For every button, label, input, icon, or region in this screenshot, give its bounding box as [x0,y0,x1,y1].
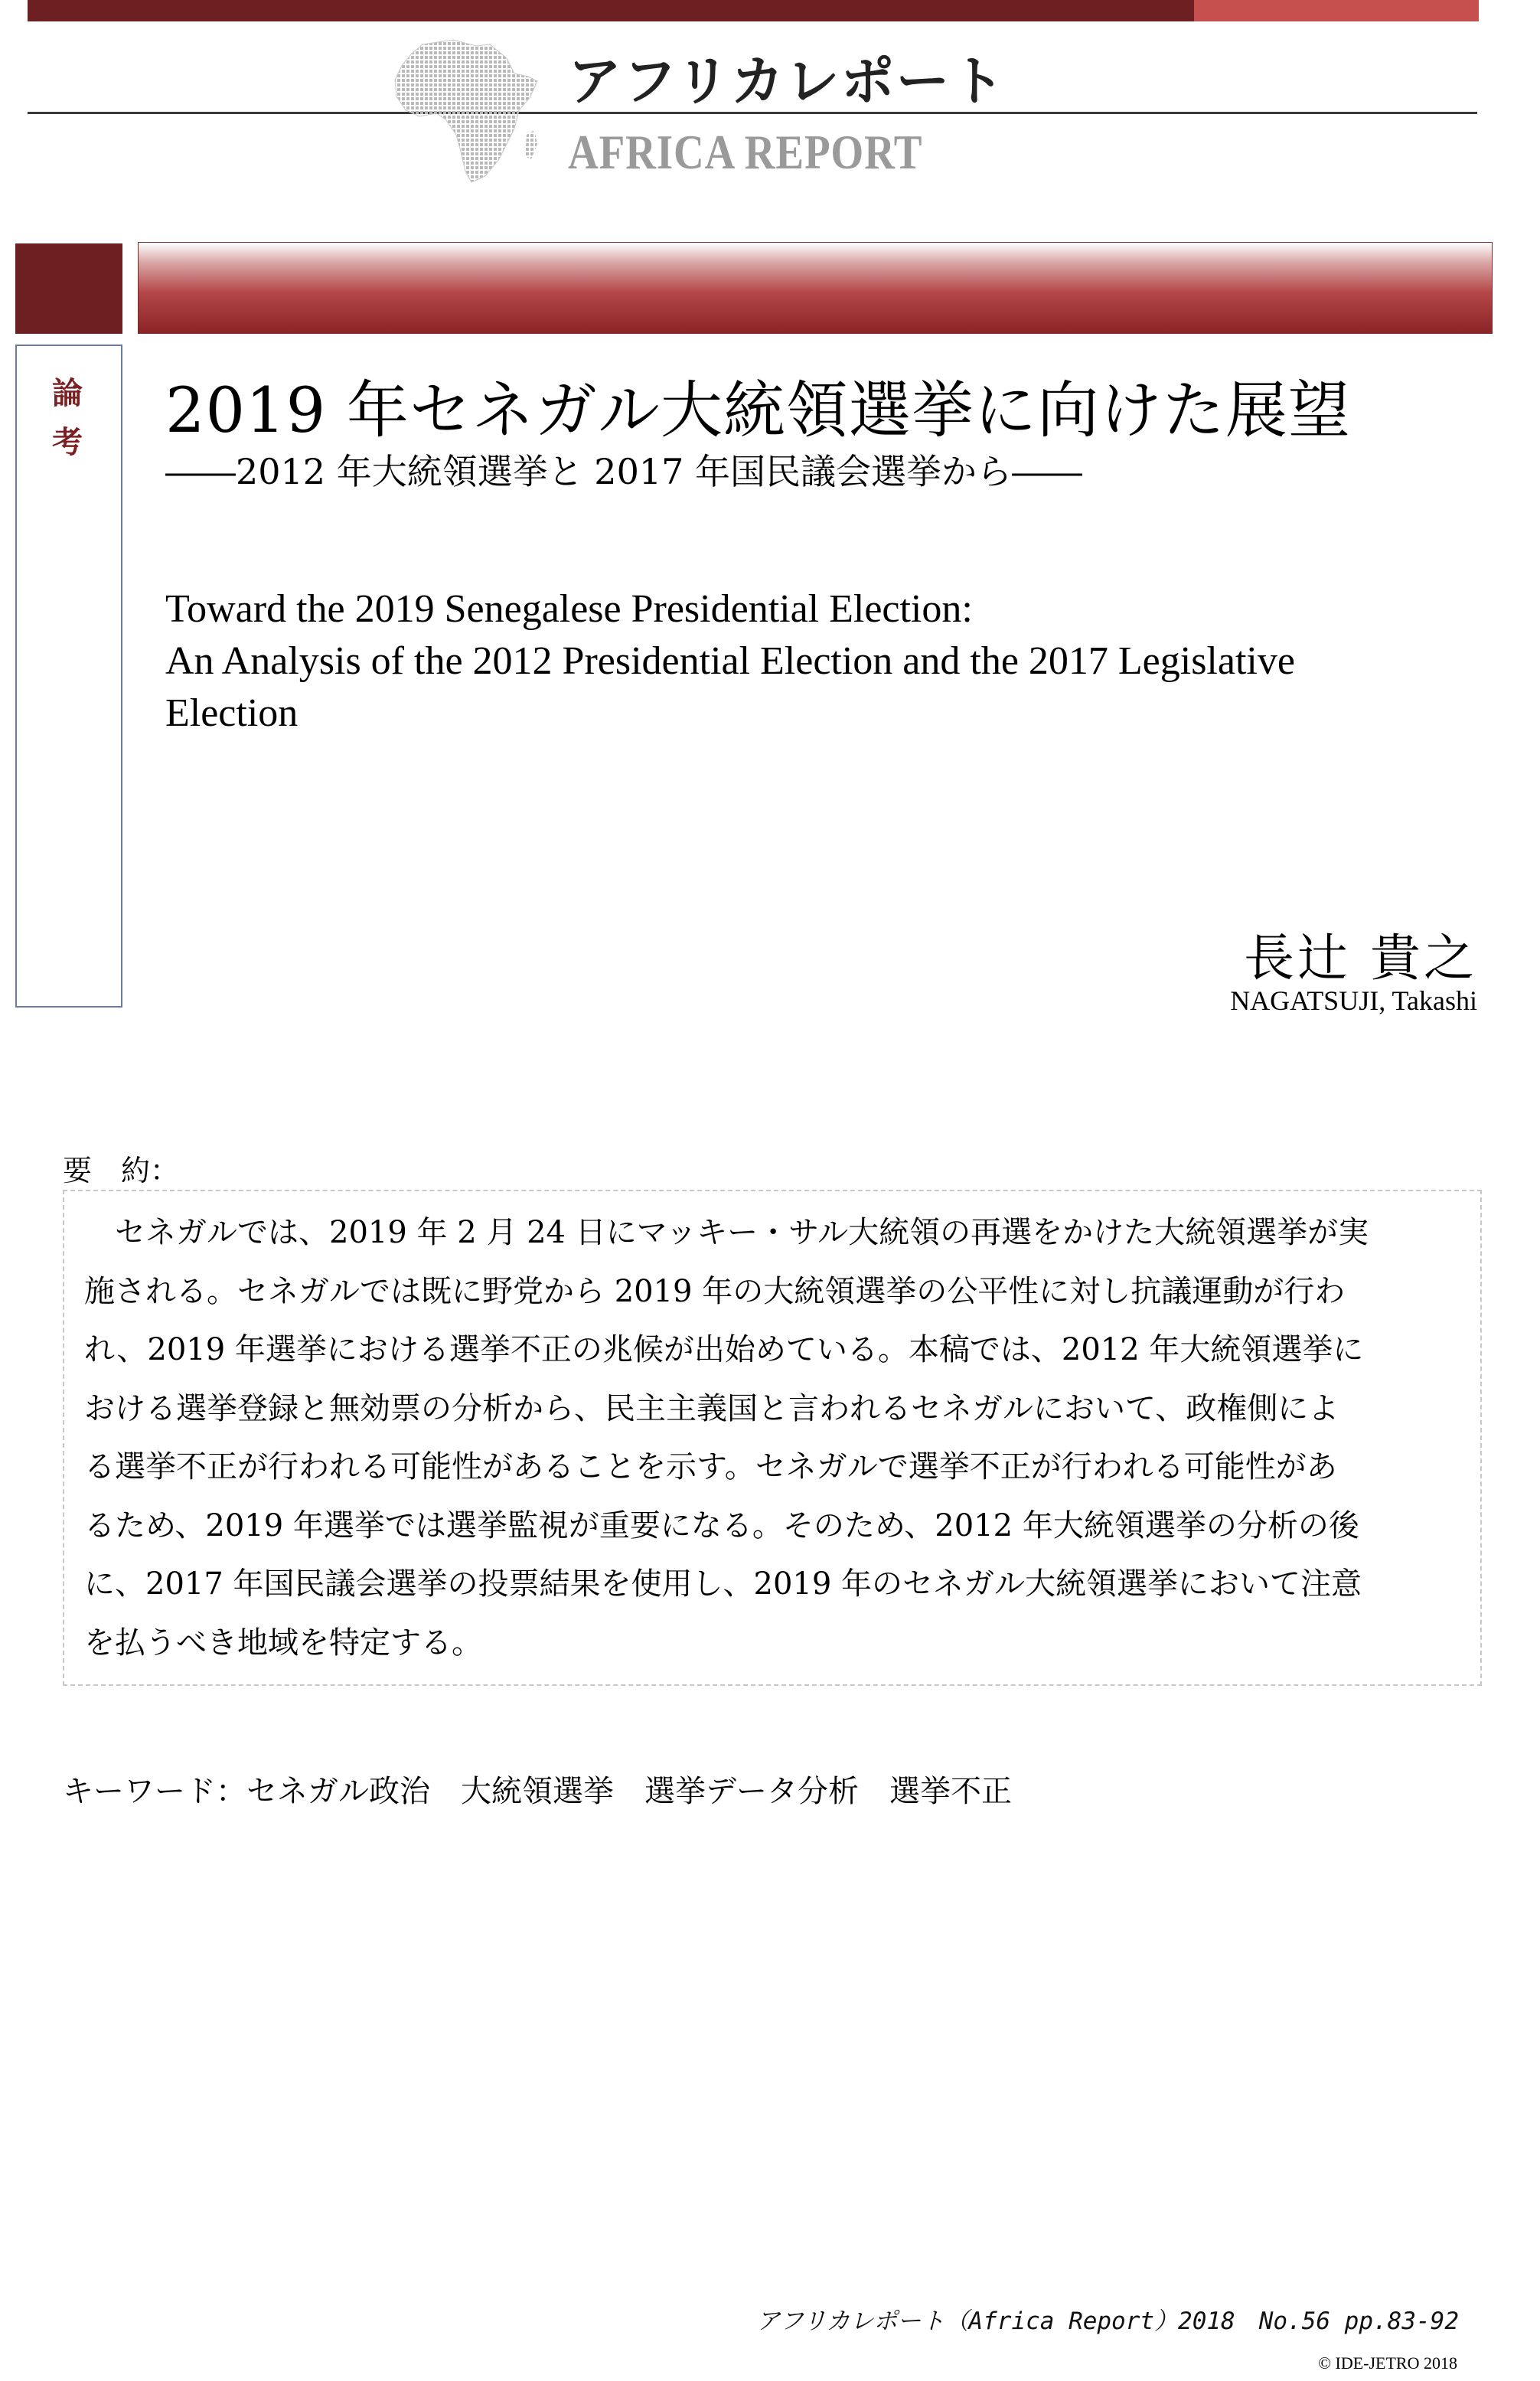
abstract-line: 施される。セネガルでは既に野党から 2019 年の大統領選挙の公平性に対し抗議運動が行わ [84,1273,1346,1309]
logo-text-en: AFRICA REPORT [568,125,923,179]
citation: アフリカレポート（Africa Report）2018 No.56 pp.83-92 [755,2308,1459,2335]
keywords-label: キーワード： [63,1774,246,1809]
abstract-line: おける選挙登録と無効票の分析から、民主主義国と言われるセネガルにおいて、政権側によ [84,1390,1339,1426]
title-banner [138,242,1493,334]
keywords [63,1767,1012,1811]
side-accent-block [15,243,122,334]
subtitle-jp: ――2012 年大統領選挙と 2017 年国民議会選挙から―― [165,451,1082,492]
title-en-line: Toward the 2019 Senegalese Presidential Election: [165,587,973,631]
author-name-jp: 長辻 貴之 [1244,929,1477,988]
abstract-line: に、2017 年国民議会選挙の投票結果を使用し、2019 年のセネガル大統領選挙において注意 [84,1566,1362,1602]
abstract-line: る選挙不正が行われる可能性があることを示す。セネガルで選挙不正が行われる可能性があ [84,1449,1337,1484]
title-en-line: An Analysis of the 2012 Presidential Election and the 2017 Legislative [165,639,1295,683]
top-bar-light [1194,0,1479,21]
abstract-line: れ、2019 年選挙における選挙不正の兆候が出始めている。本稿では、2012 年大統領選挙に [84,1332,1364,1367]
category-label: 論 考 [52,376,83,460]
abstract-line: るため、2019 年選挙では選挙監視が重要になる。そのため、2012 年大統領選挙の分析の後 [84,1507,1359,1543]
abstract-line: を払うべき地域を特定する。 [84,1625,482,1661]
abstract-line: セネガルでは、2019 年 2 月 24 日にマッキー・サル大統領の再選をかけた大統領選挙が実 [84,1215,1369,1250]
top-bar-dark [28,0,1194,21]
title-jp: 2019 年セネガル大統領選挙に向けた展望 [165,375,1351,447]
copyright: © IDE-JETRO 2018 [1318,2353,1457,2373]
logo-text-jp: アフリカレポート [568,50,1007,113]
africa-map-icon [392,37,545,187]
keywords-list: セネガル政治 大統領選挙 選挙データ分析 選挙不正 [246,1774,1012,1809]
author-name-en: NAGATSUJI, Takashi [1230,985,1477,1016]
abstract-text [84,1204,1462,1672]
abstract-label: 要 約： [63,1154,180,1187]
title-en-line: Election [165,691,299,735]
title-en [165,583,1482,740]
